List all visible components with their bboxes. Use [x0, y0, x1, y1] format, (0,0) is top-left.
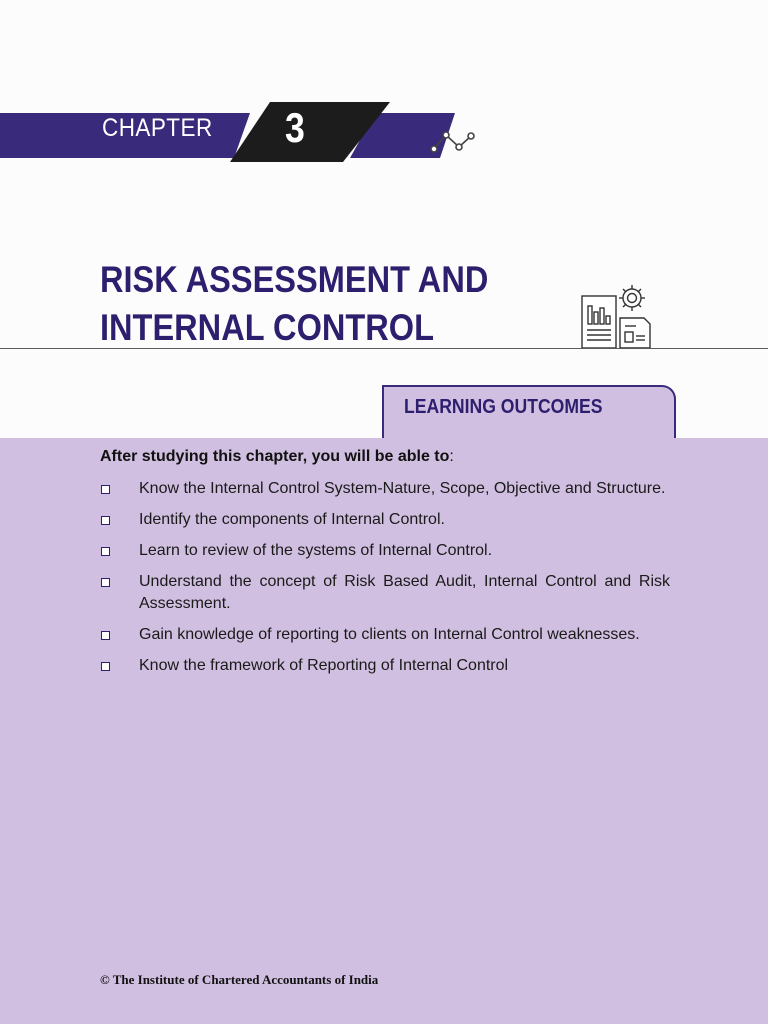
outcomes-list: [97, 478, 670, 686]
checkbox-bullet-icon: [101, 485, 110, 494]
outcome-item: [97, 509, 670, 531]
outcome-text: Know the framework of Reporting of Internal Control: [139, 657, 509, 674]
outcome-text: Know the Internal Control System-Nature, Scope, Objective and Structure.: [139, 480, 666, 497]
document-chart-icon: [578, 282, 656, 352]
learning-outcomes-heading: LEARNING OUTCOMES: [404, 396, 603, 418]
checkbox-bullet-icon: [101, 631, 110, 640]
title-line: INTERNAL CONTROL: [100, 307, 435, 348]
outcome-text: Understand the concept of Risk Based Audit, Internal Control and Risk Assessment.: [139, 573, 670, 612]
learning-outcomes-tab: [382, 385, 676, 438]
title-line: RISK ASSESSMENT AND: [100, 259, 489, 300]
checkbox-bullet-icon: [101, 662, 110, 671]
copyright-footer: © The Institute of Chartered Accountants of India: [100, 972, 379, 987]
outcome-text: Gain knowledge of reporting to clients on Internal Control weaknesses.: [139, 626, 640, 643]
outcomes-intro: [100, 448, 454, 466]
outcome-item: [97, 655, 670, 677]
checkbox-bullet-icon: [101, 516, 110, 525]
outcome-text: Identify the components of Internal Control.: [139, 511, 445, 528]
chapter-banner: [0, 0, 768, 200]
chapter-title: [100, 256, 488, 352]
chapter-label: CHAPTER: [102, 114, 213, 142]
outcome-item: [97, 478, 670, 500]
chapter-number: 3: [285, 104, 305, 151]
outcome-text: Learn to review of the systems of Internal Control.: [139, 542, 493, 559]
checkbox-bullet-icon: [101, 547, 110, 556]
checkbox-bullet-icon: [101, 578, 110, 587]
outcome-item: [97, 571, 670, 615]
outcome-item: [97, 540, 670, 562]
outcomes-intro-colon: :: [449, 448, 454, 465]
outcome-item: [97, 624, 670, 646]
outcomes-intro-text: After studying this chapter, you will be able to: [100, 448, 450, 465]
title-divider: [0, 348, 768, 349]
